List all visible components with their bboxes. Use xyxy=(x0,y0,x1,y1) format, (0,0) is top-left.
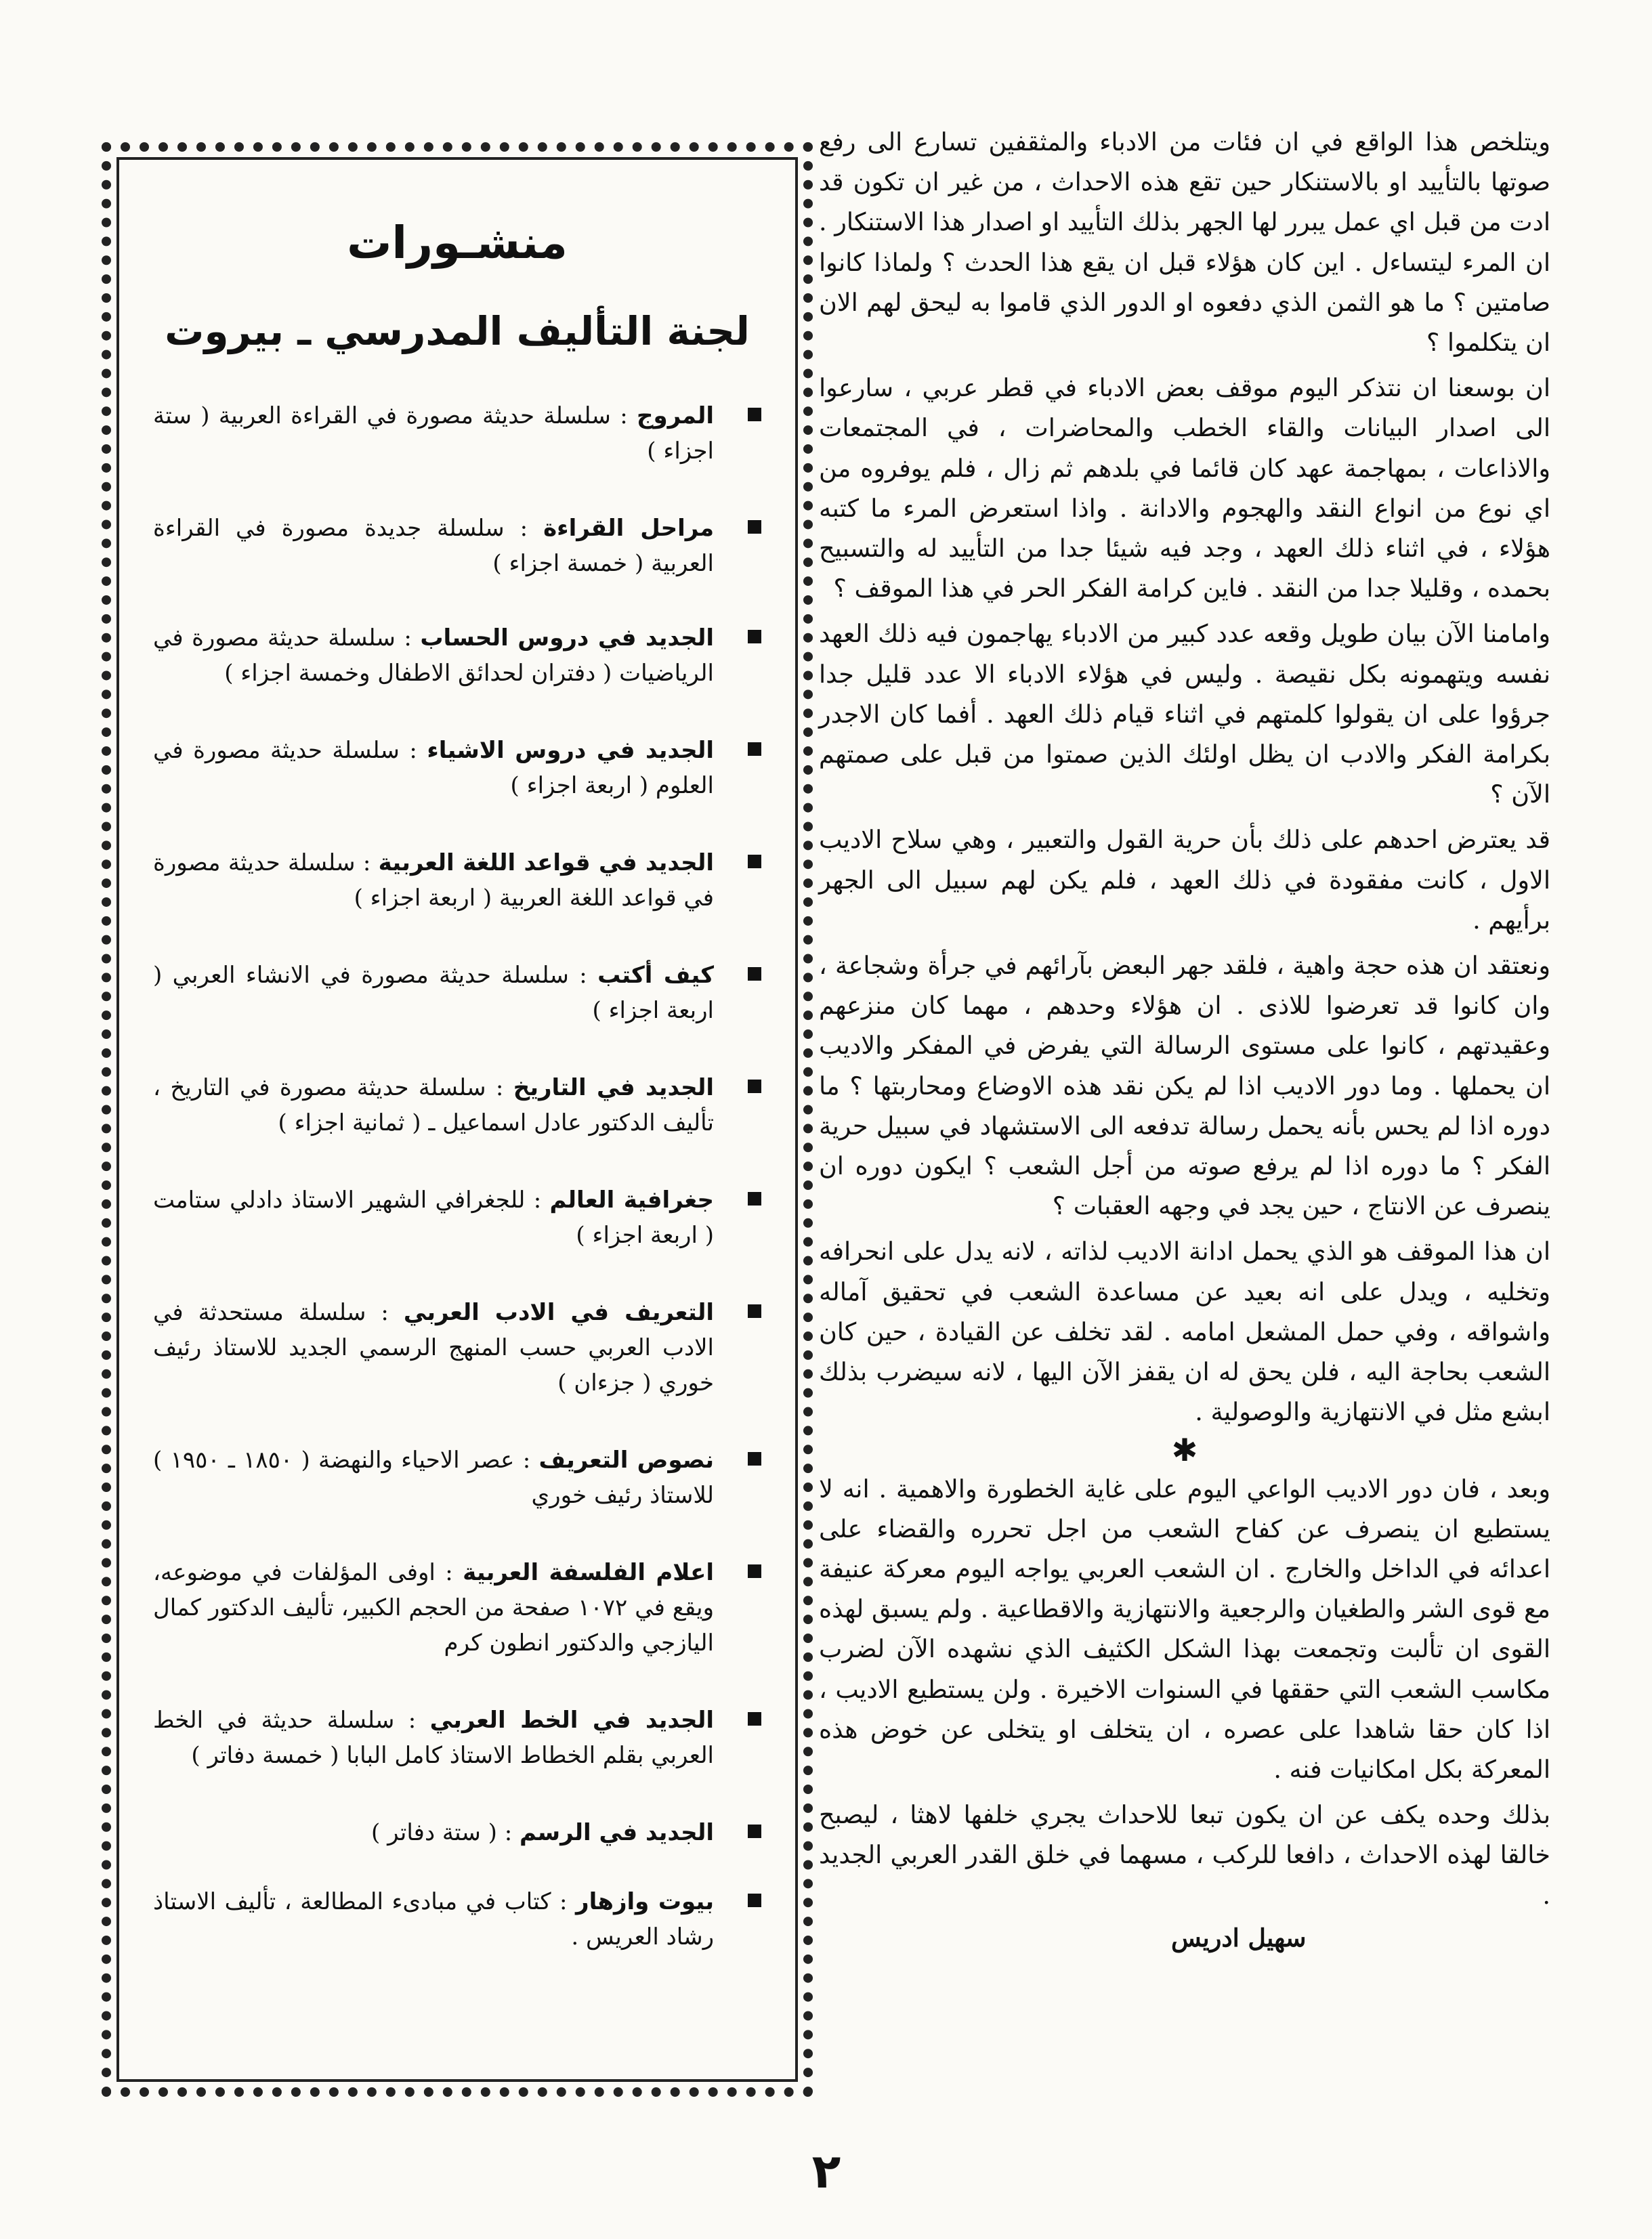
square-bullet-icon xyxy=(748,1192,761,1206)
publication-description: : سلسلة مستحدثة في الادب العربي حسب المنهج الرسمي الجديد للاستاذ رئيف خوري ( جزءان ) xyxy=(153,1299,714,1396)
publication-title: اعلام الفلسفة العربية xyxy=(463,1559,714,1586)
publication-title: الجديد في دروس الاشياء xyxy=(427,737,714,764)
article-paragraph: بذلك وحده يكف عن ان يكون تبعا للاحداث يجري خلفها لاهثا ، ليصبح خالقا لهذه الاحداث ، دافعا للركب ، مسهما في خلق القدر العربي الجديد . xyxy=(819,1800,1550,1910)
publication-title: الجديد في الرسم xyxy=(520,1819,714,1846)
square-bullet-icon xyxy=(748,1564,761,1578)
publications-list xyxy=(153,398,761,1955)
publication-title: المروج xyxy=(636,402,714,429)
publication-description: : سلسلة حديثة مصورة في الرياضيات ( دفتران لحدائق الاطفال وخمسة اجزاء ) xyxy=(153,624,714,687)
publication-description: : سلسلة حديثة مصورة في التاريخ ، تأليف الدكتور عادل اسماعيل ـ ( ثمانية اجزاء ) xyxy=(153,1074,714,1136)
list-item xyxy=(153,1703,761,1773)
square-bullet-icon xyxy=(748,630,761,643)
publication-title: الجديد في الخط العربي xyxy=(429,1707,714,1734)
list-item xyxy=(153,398,761,469)
list-item xyxy=(153,511,761,581)
article-paragraph: ونعتقد ان هذه حجة واهية ، فلقد جهر البعض بآرائهم في جرأة وشجاعة ، وان كانوا قد تعرضوا للاذى . ان هؤلاء وحدهم ، مهما كان منزعهم وعقيدتهم ، كانوا على مستوى الرسالة التي يفرض في المفكر والاديب ان يحملها . وما دور الاديب اذا لم يكن نقد هذه الاوضاع ومحاربتها ؟ ما دوره اذا لم يحس بأنه يحمل رسالة تدفعه الى الاستشهاد في سبيل حرية الفكر ؟ ما دوره اذا لم يرفع صوته من أجل الشعب ؟ ايكون دوره ان ينصرف عن الانتاج ، حين يجد في وجهه العقبات ؟ xyxy=(819,951,1550,1221)
publication-description: : للجغرافي الشهير الاستاذ دادلي ستامت ( اربعة اجزاء ) xyxy=(153,1187,714,1249)
publication-description: : سلسلة جديدة مصورة في القراءة العربية ( خمسة اجزاء ) xyxy=(153,515,714,577)
advert-publisher: لجنة التأليف المدرسي ـ بيروت xyxy=(165,308,750,354)
publication-title: جغرافية العالم xyxy=(549,1187,715,1214)
square-bullet-icon xyxy=(748,520,761,534)
list-item xyxy=(153,958,761,1028)
article-paragraph: ويتلخص هذا الواقع في ان فئات من الادباء والمثقفين تسارع الى رفع صوتها بالتأييد او بالاستنكار حين تقع هذه الاحداث ، من غير ان تكون قد ادت من قبل اي عمل يبرر لها الجهر بذلك التأييد او اصدار هذا الاستنكار . ان المرء ليتساءل . اين كان هؤلاء قبل ان يقع هذا الحدث ؟ ولماذا كانوا صامتين ؟ ما هو الثمن الذي دفعوه او الدور الذي قاموا به ليحق لهم الان ان يتكلموا ؟ xyxy=(819,127,1551,358)
square-bullet-icon xyxy=(748,1712,761,1726)
publication-description: : كتاب في مبادىء المطالعة ، تأليف الاستاذ رشاد العريس . xyxy=(153,1888,714,1950)
square-bullet-icon xyxy=(748,1080,761,1093)
publication-description: : سلسلة حديثة مصورة في القراءة العربية ( ستة اجزاء ) xyxy=(153,402,714,465)
square-bullet-icon xyxy=(748,1452,761,1466)
publication-title: الجديد في دروس الحساب xyxy=(420,624,714,652)
list-item xyxy=(153,620,761,691)
list-item xyxy=(153,1295,761,1401)
square-bullet-icon xyxy=(748,408,761,421)
article-paragraph: وبعد ، فان دور الاديب الواعي اليوم على غاية الخطورة والاهمية . انه لا يستطيع ان ينصرف عن كفاح الشعب من اجل تحرره والقضاء على اعدائه في الداخل والخارج . ان الشعب العربي يواجه اليوم معركة عنيفة مع قوى الشر والطغيان والرجعية والانتهازية والاقطاعية . ولم يسبق لهذه القوى ان تألبت وتجمعت بهذا الشكل الكثيف الذي نشهده الآن لضرب مكاسب الشعب التي حققها في السنوات الاخيرة . ولن يستطيع الاديب ، اذا كان حقا شاهدا على عصره ، ان يتخلف او يتخلى عن خوض هذه المعركة بكل امكانيات فنه . xyxy=(819,1474,1550,1784)
square-bullet-icon xyxy=(748,742,761,756)
asterisk-separator-icon: ✱ xyxy=(1171,1431,1198,1468)
list-item xyxy=(153,1555,761,1661)
article-paragraph: قد يعترض احدهم على ذلك بأن حرية القول والتعبير ، وهي سلاح الاديب الاول ، كانت مفقودة في ذلك العهد ، فلم يكن لهم سبيل الى الجهر برأيهم . xyxy=(819,825,1550,935)
publication-description: : سلسلة حديثة في الخط العربي بقلم الخطاط الاستاذ كامل البابا ( خمسة دفاتر ) xyxy=(153,1707,714,1769)
publication-title: نصوص التعريف xyxy=(538,1447,715,1474)
editorial-article xyxy=(819,122,1550,1958)
square-bullet-icon xyxy=(748,1825,761,1838)
list-item xyxy=(153,733,761,803)
publication-title: بيوت وازهار xyxy=(576,1888,714,1915)
publication-title: التعريف في الادب العربي xyxy=(403,1299,714,1326)
list-item xyxy=(153,1443,761,1513)
list-item xyxy=(153,1815,761,1850)
square-bullet-icon xyxy=(748,1894,761,1907)
publication-title: مراحل القراءة xyxy=(543,515,714,542)
article-paragraph: ان بوسعنا ان نتذكر اليوم موقف بعض الادباء في قطر عربي ، سارعوا الى اصدار البيانات والقاء الخطب والمحاضرات ، في المجتمعات والاذاعات ، بمهاجمة عهد كان قائما في بلدهم ثم زال ، فلم يوفروه من اي نوع من انواع النقد والهجوم والادانة . واذا استعرض المرء ما كتبه هؤلاء ، في اثناء ذلك العهد ، وجد فيه شيئا جدا من التأييد له والتسبيح بحمده ، وقليلا جدا من النقد . فاين كرامة الفكر الحر في هذا الموقف ؟ xyxy=(819,373,1550,603)
publication-description: : عصر الاحياء والنهضة ( ١٨٥٠ ـ ١٩٥٠ ) للاستاذ رئيف خوري xyxy=(153,1447,714,1509)
square-bullet-icon xyxy=(748,1304,761,1318)
square-bullet-icon xyxy=(748,855,761,868)
publication-description: : ( ستة دفاتر ) xyxy=(371,1819,520,1846)
publications-advert-box xyxy=(102,142,813,2097)
square-bullet-icon xyxy=(748,967,761,981)
publication-description: : سلسلة حديثة مصورة في الانشاء العربي ( اربعة اجزاء ) xyxy=(153,962,714,1024)
list-item xyxy=(153,1884,761,1955)
advert-title: منشـورات xyxy=(347,217,568,269)
list-item xyxy=(153,1182,761,1253)
author-signature: سهيل ادريس xyxy=(1171,1923,1307,1953)
publication-title: الجديد في قواعد اللغة العربية xyxy=(378,849,714,876)
list-item xyxy=(153,845,761,916)
publication-description: : اوفى المؤلفات في موضوعه، ويقع في ١٠٧٢ صفحة من الحجم الكبير، تأليف الدكتور كمال اليازجي والدكتور انطون كرم xyxy=(153,1559,714,1657)
article-paragraph: وامامنا الآن بيان طويل وقعه عدد كبير من الادباء يهاجمون فيه ذلك العهد نفسه ويتهمونه بكل نقيصة . وليس في هؤلاء الادباء الا عدد قليل جدا جرؤوا على ان يقولوا كلمتهم في اثناء قيام ذلك العهد . أفما كان الاجدر بكرامة الفكر والادب ان يظل اولئك الذين صمتوا من قبل على صمتهم الآن ؟ xyxy=(819,619,1550,809)
article-paragraph: ان هذا الموقف هو الذي يحمل ادانة الاديب لذاته ، لانه يدل على انحرافه وتخليه ، ويدل على انه بعيد عن مساعدة الشعب في تحقيق آماله واشواقه ، وفي حمل المشعل امامه . لقد تخلف عن القيادة ، حين كان الشعب بحاجة اليه ، فلن يحق له ان يقفز الآن اليها ، لانه سيضرب بذلك ابشع مثل في الانتهازية والوصولية . xyxy=(819,1237,1550,1427)
publication-description: : سلسلة حديثة مصورة في قواعد اللغة العربية ( اربعة اجزاء ) xyxy=(153,849,714,912)
list-item xyxy=(153,1070,761,1140)
publication-title: الجديد في التاريخ xyxy=(513,1074,715,1101)
page-number: ٢ xyxy=(811,2144,841,2199)
publication-description: : سلسلة حديثة مصورة في العلوم ( اربعة اجزاء ) xyxy=(153,737,714,799)
publication-title: كيف أكتب xyxy=(597,962,714,989)
